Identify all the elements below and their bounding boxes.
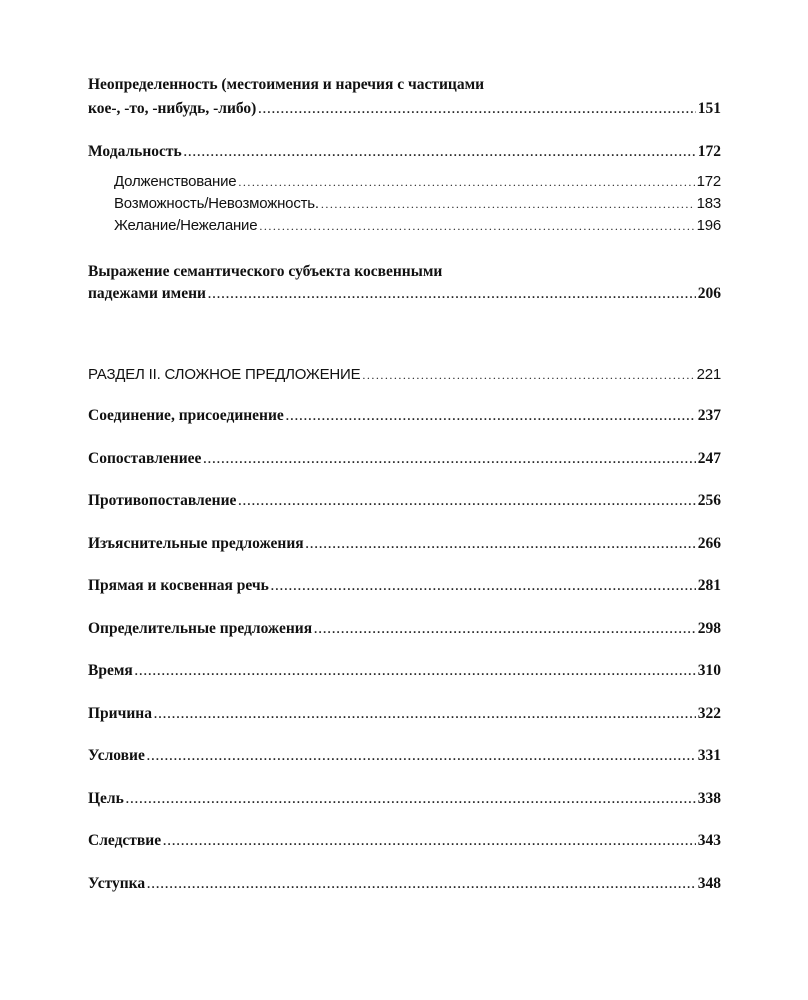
dot-leader: [203, 449, 695, 469]
dot-leader: [259, 216, 694, 236]
toc-entry-modalnost[interactable]: [88, 142, 721, 162]
toc-page-number: 247: [697, 450, 721, 467]
dot-leader: [208, 284, 696, 304]
dot-leader: [321, 194, 695, 214]
toc-entry-title: Условие: [88, 747, 145, 764]
toc-page-number: 172: [697, 143, 721, 160]
toc-entry-title: Изъяснительные предложения: [88, 535, 304, 552]
toc-subentry-dolzhenstvovanie[interactable]: [114, 172, 721, 192]
toc-entry-title: Время: [88, 662, 133, 679]
toc-page-number: 331: [697, 747, 721, 764]
toc-subentry-vozmozhnost[interactable]: [114, 194, 721, 214]
toc-page-number: 343: [697, 832, 721, 849]
toc-entry-title: Прямая и косвенная речь: [88, 577, 269, 594]
toc-entry-title: Противопоставление: [88, 492, 237, 509]
toc-page-number: 172: [696, 173, 721, 190]
toc-entry-title: Уступка: [88, 875, 146, 892]
toc-entry-title-line: Неопределенность (местоимения и наречия с частицами: [88, 76, 485, 93]
dot-leader: [306, 534, 696, 554]
dot-leader: [135, 661, 696, 681]
dot-leader: [362, 365, 694, 385]
toc-entry-title: Определительные предложения: [88, 620, 313, 637]
dot-leader: [147, 874, 696, 894]
toc-page-number: 348: [697, 875, 721, 892]
toc-page-number: 237: [697, 407, 721, 424]
toc-entry[interactable]: [88, 831, 721, 851]
toc-entry[interactable]: [88, 534, 721, 554]
toc-page-number: 338: [697, 790, 721, 807]
dot-leader: [238, 172, 694, 192]
toc-entry-title: Желание/Нежелание: [114, 217, 258, 234]
toc-entry[interactable]: [88, 406, 721, 426]
toc-page-number: 206: [697, 285, 721, 302]
toc-entry[interactable]: [88, 491, 721, 511]
toc-section-razdel-2[interactable]: [88, 365, 721, 385]
toc-entry[interactable]: [88, 874, 721, 894]
toc-entry-title: Сопоставлениее: [88, 450, 202, 467]
toc-entry-title: Цель: [88, 790, 124, 807]
toc-page-number: 256: [697, 492, 721, 509]
toc-entry-vyrazhenie[interactable]: [88, 284, 721, 304]
toc-entry-title-line: Выражение семантического субъекта косвенными: [88, 263, 443, 280]
toc-page-number: 151: [697, 100, 721, 117]
toc-entry-title: Долженствование: [114, 173, 237, 190]
toc-section-title: РАЗДЕЛ II. СЛОЖНОЕ ПРЕДЛОЖЕНИЕ: [88, 366, 361, 383]
toc-entry-title: Модальность: [88, 143, 182, 160]
toc-page-number: 196: [696, 217, 721, 234]
dot-leader: [184, 142, 696, 162]
dot-leader: [154, 704, 696, 724]
toc-entry-title: кое-, -то, -нибудь, -либо): [88, 100, 257, 117]
toc-page-number: 266: [697, 535, 721, 552]
dot-leader: [163, 831, 696, 851]
toc-page-number: 298: [697, 620, 721, 637]
toc-page-number: 183: [696, 195, 721, 212]
dot-leader: [286, 406, 696, 426]
toc-entry[interactable]: [88, 661, 721, 681]
toc-entry-title: падежами имени: [88, 285, 206, 302]
toc-entry[interactable]: [88, 704, 721, 724]
toc-entry[interactable]: [88, 789, 721, 809]
toc-entry[interactable]: [88, 619, 721, 639]
dot-leader: [314, 619, 696, 639]
toc-page-number: 310: [697, 662, 721, 679]
dot-leader: [126, 789, 696, 809]
toc-subentry-zhelanie[interactable]: [114, 216, 721, 236]
toc-page-number: 281: [697, 577, 721, 594]
dot-leader: [147, 746, 696, 766]
toc-entry[interactable]: [88, 746, 721, 766]
toc-entry[interactable]: [88, 576, 721, 596]
toc-entry-title: Возможность/Невозможность.: [114, 195, 319, 212]
toc-page-number: 221: [696, 366, 721, 383]
dot-leader: [258, 99, 695, 119]
toc-entry-title: Следствие: [88, 832, 162, 849]
toc-entry-title: Соединение, присоединение: [88, 407, 284, 424]
toc-entry[interactable]: [88, 449, 721, 469]
toc-entry-neopredelennost[interactable]: [88, 99, 721, 119]
dot-leader: [238, 491, 695, 511]
dot-leader: [271, 576, 696, 596]
toc-entry-title: Причина: [88, 705, 152, 722]
toc-page-number: 322: [697, 705, 721, 722]
